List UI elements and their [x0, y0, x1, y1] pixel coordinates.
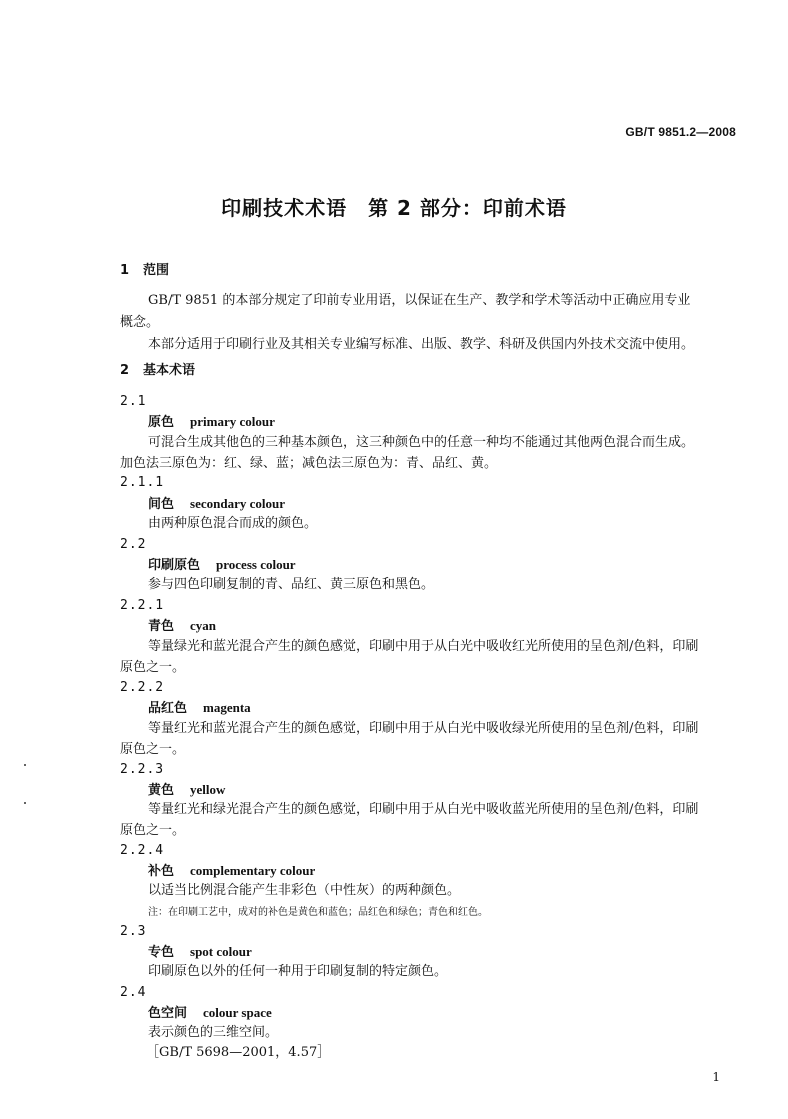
term-english: cyan [190, 618, 217, 633]
term-english: secondary colour [190, 496, 285, 511]
term-heading [148, 414, 275, 431]
term-english: magenta [203, 700, 251, 715]
term-definition: 表示颜色的三维空间。 [148, 1025, 279, 1040]
term-english: process colour [216, 557, 296, 572]
term-chinese: 原色 [148, 415, 175, 430]
page-number: 1 [712, 1070, 720, 1084]
term-number: 2.1.1 [120, 475, 165, 490]
term-definition: 以适当比例混合能产生非彩色（中性灰）的两种颜色。 [148, 883, 461, 898]
document-title: 印刷技术术语 第 2 部分：印前术语 [221, 196, 567, 220]
term-definition: 等量红光和蓝光混合产生的颜色感觉，印刷中用于从白光中吸收绿光所使用的呈色剂/色料，印刷 [148, 721, 699, 736]
term-chinese: 补色 [148, 864, 175, 879]
term-english: yellow [190, 782, 226, 797]
term-number: 2.2.3 [120, 762, 165, 777]
term-english: primary colour [190, 414, 275, 429]
term-number: 2.2.1 [120, 598, 165, 613]
term-number: 2.2.4 [120, 843, 165, 858]
term-reference: ［GB/T 5698—2001，4.57］ [146, 1045, 331, 1060]
term-definition: 可混合生成其他色的三种基本颜色，这三种颜色中的任意一种均不能通过其他两色混合而生成。 [148, 435, 695, 450]
term-number: 2.3 [120, 924, 147, 939]
section-title: 范围 [143, 263, 170, 278]
term-heading [148, 557, 296, 574]
term-heading [148, 944, 252, 961]
term-number: 2.4 [120, 985, 147, 1000]
term-definition: 由两种原色混合而成的颜色。 [148, 516, 318, 531]
term-chinese: 黄色 [148, 783, 175, 798]
scan-speck [24, 802, 26, 804]
term-chinese: 间色 [148, 497, 175, 512]
section-number: 1 [120, 263, 130, 278]
term-english: spot colour [190, 944, 252, 959]
paragraph: GB/T 9851 的本部分规定了印前专业用语，以保证在生产、教学和学术等活动中正确应用专业 [148, 293, 691, 308]
term-heading [148, 863, 315, 880]
term-definition: 加色法三原色为：红、绿、蓝；减色法三原色为：青、品红、黄。 [120, 456, 498, 471]
term-definition: 参与四色印刷复制的青、品红、黄三原色和黑色。 [148, 577, 435, 592]
term-heading [148, 1005, 272, 1022]
section-number: 2 [120, 363, 130, 378]
term-number: 2.2.2 [120, 680, 165, 695]
term-heading [148, 700, 251, 717]
term-heading [148, 782, 225, 799]
term-definition: 原色之一。 [120, 660, 186, 675]
term-definition: 原色之一。 [120, 823, 186, 838]
term-definition: 等量绿光和蓝光混合产生的颜色感觉，印刷中用于从白光中吸收红光所使用的呈色剂/色料，印刷 [148, 639, 699, 654]
term-chinese: 色空间 [148, 1006, 188, 1021]
term-chinese: 品红色 [148, 701, 188, 716]
term-note: 注：在印刷工艺中，成对的补色是黄色和蓝色；品红色和绿色；青色和红色。 [148, 907, 488, 918]
term-definition: 等量红光和绿光混合产生的颜色感觉，印刷中用于从白光中吸收蓝光所使用的呈色剂/色料，印刷 [148, 802, 699, 817]
term-definition: 印刷原色以外的任何一种用于印刷复制的特定颜色。 [148, 964, 448, 979]
term-english: complementary colour [190, 863, 316, 878]
paragraph: 概念。 [120, 315, 160, 330]
scan-speck [24, 764, 26, 766]
term-number: 2.1 [120, 394, 147, 409]
term-heading [148, 496, 285, 513]
standard-code: GB/T 9851.2—2008 [625, 125, 736, 139]
section-title: 基本术语 [143, 363, 196, 378]
term-heading [148, 618, 216, 635]
term-chinese: 青色 [148, 619, 175, 634]
section-1-heading [120, 263, 169, 279]
term-english: colour space [203, 1005, 272, 1020]
paragraph: 本部分适用于印刷行业及其相关专业编写标准、出版、教学、科研及供国内外技术交流中使用。 [148, 337, 695, 352]
term-chinese: 专色 [148, 945, 175, 960]
term-number: 2.2 [120, 537, 147, 552]
section-2-heading [120, 363, 195, 379]
term-chinese: 印刷原色 [148, 558, 201, 573]
term-definition: 原色之一。 [120, 742, 186, 757]
